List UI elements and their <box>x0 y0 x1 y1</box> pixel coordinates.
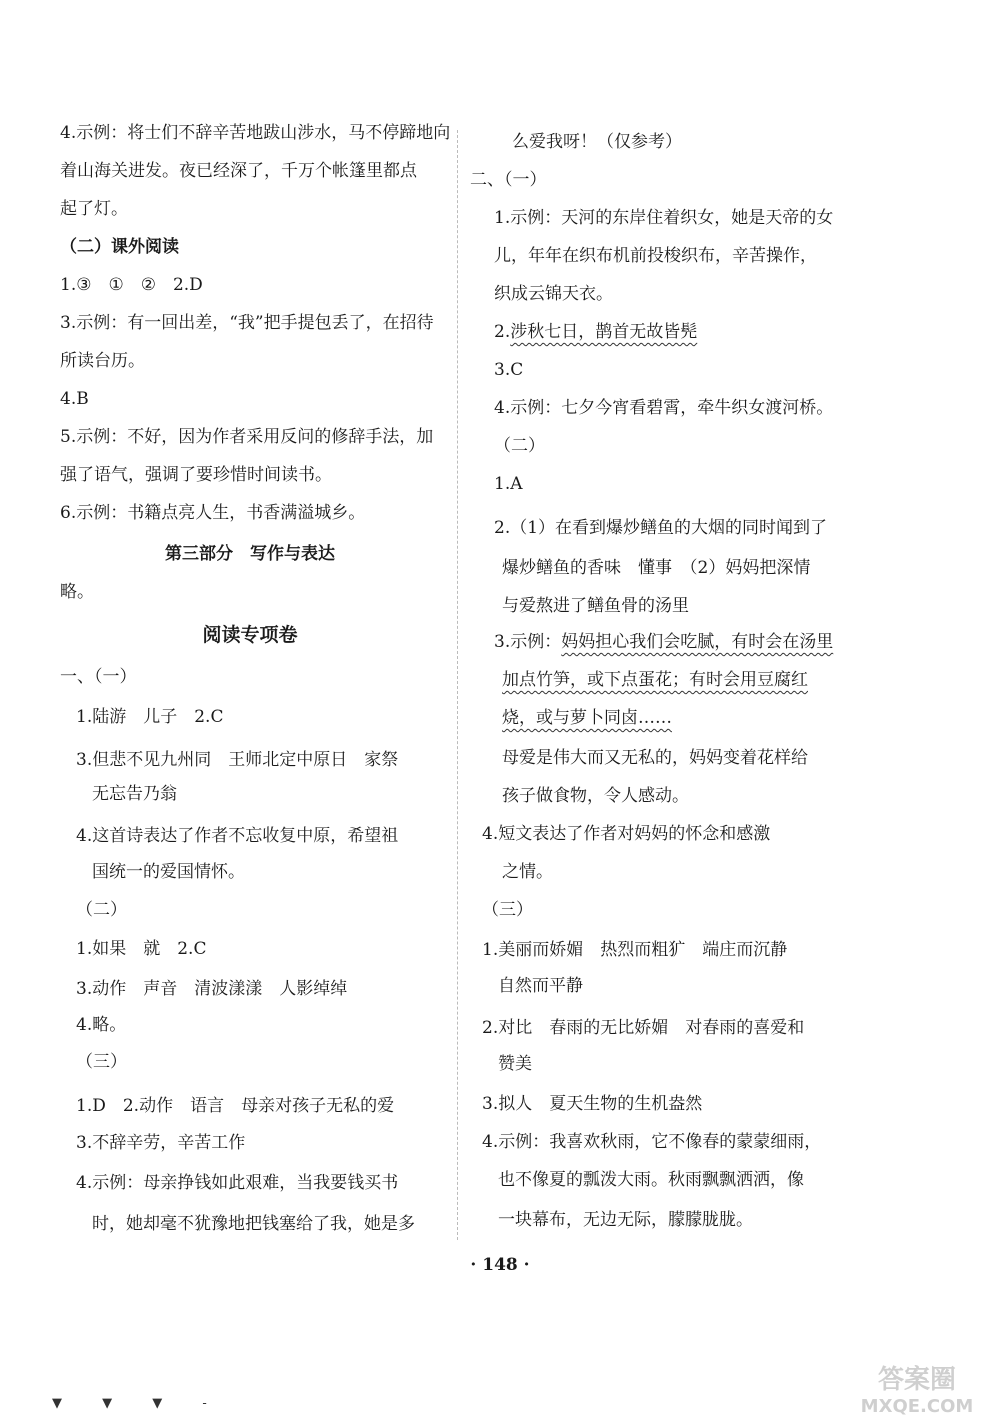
wavy-underlined-text: 涉秋七日，鹊首无故皆髡 <box>510 322 698 342</box>
left-line: 一、（一） <box>60 667 137 687</box>
right-line: 自然而平静 <box>498 976 583 996</box>
left-line: 强了语气，强调了要珍惜时间读书。 <box>60 465 332 485</box>
right-line <box>494 630 833 654</box>
left-line: 无忘告乃翁 <box>92 784 177 804</box>
left-line: 3.但悲不见九州同 王师北定中原日 家祭 <box>76 750 399 770</box>
left-line: 时，她却毫不犹豫地把钱塞给了我，她是多 <box>92 1214 415 1234</box>
wavy-underlined-text: 烧，或与萝卜同卤…… <box>502 708 672 728</box>
watermark-url: MXQE.COM <box>860 1396 974 1417</box>
right-line: 么爱我呀！（仅参考） <box>512 132 682 152</box>
right-line: 一块幕布，无边无际，朦朦胧胧。 <box>498 1210 753 1230</box>
left-line: 4.B <box>60 389 89 409</box>
watermark-text: 答案圈 <box>877 1365 957 1395</box>
left-line: 4.示例：母亲挣钱如此艰难，当我要钱买书 <box>76 1173 399 1193</box>
left-line: 国统一的爱国情怀。 <box>92 862 245 882</box>
page-number: · 148 · <box>470 1255 530 1275</box>
left-line: 1.③ ① ② 2.D <box>60 275 203 295</box>
right-line: 之情。 <box>502 862 553 882</box>
right-line: 也不像夏的瓢泼大雨。秋雨飘飘洒洒，像 <box>498 1170 804 1190</box>
left-line: 1.如果 就 2.C <box>76 939 207 959</box>
left-line: 3.不辞辛劳，辛苦工作 <box>76 1133 246 1153</box>
left-line: 6.示例：书籍点亮人生，书香满溢城乡。 <box>60 503 366 523</box>
left-line: 所读台历。 <box>60 351 145 371</box>
right-line: 与爱熬进了鳝鱼骨的汤里 <box>502 596 689 616</box>
bottom-marks: ▼ ▼ ▼ - <box>52 1396 225 1411</box>
left-line: 4.这首诗表达了作者不忘收复中原，希望祖 <box>76 826 399 846</box>
item-number: 3.示例： <box>494 632 562 652</box>
right-line: 2.对比 春雨的无比娇媚 对春雨的喜爱和 <box>482 1018 805 1038</box>
right-line: 织成云锦天衣。 <box>494 284 613 304</box>
right-line: 爆炒鳝鱼的香味 懂事 （2）妈妈把深情 <box>502 558 811 578</box>
right-line: 4.示例：我喜欢秋雨，它不像春的蒙蒙细雨， <box>482 1132 822 1152</box>
left-line: （三） <box>76 1052 127 1072</box>
right-line: 3.拟人 夏天生物的生机盎然 <box>482 1094 703 1114</box>
right-line: （三） <box>482 900 533 920</box>
left-line: （二） <box>76 900 127 920</box>
right-line: 1.美丽而娇媚 热烈而粗犷 端庄而沉静 <box>482 940 788 960</box>
left-line: 起了灯。 <box>60 199 128 219</box>
right-line: 3.C <box>494 360 524 380</box>
section-title: 阅读专项卷 <box>202 624 298 646</box>
left-line: 4.示例：将士们不辞辛苦地跋山涉水，马不停蹄地向 <box>60 123 451 143</box>
right-line: 1.A <box>494 474 523 494</box>
section-heading: （二）课外阅读 <box>60 237 179 257</box>
left-line: 3.动作 声音 清波漾漾 人影绰绰 <box>76 979 348 999</box>
right-line <box>494 320 697 344</box>
right-line: 1.示例：天河的东岸住着织女，她是天帝的女 <box>494 208 834 228</box>
left-line: 1.D 2.动作 语言 母亲对孩子无私的爱 <box>76 1096 395 1116</box>
right-line: 4.示例：七夕今宵看碧霄，牵牛织女渡河桥。 <box>494 398 834 418</box>
right-line: 孩子做食物，令人感动。 <box>502 786 689 806</box>
right-line: 2.（1）在看到爆炒鳝鱼的大烟的同时闻到了 <box>494 518 828 538</box>
left-line: 略。 <box>60 582 94 602</box>
right-line: 儿，年年在织布机前投梭织布，辛苦操作， <box>494 246 817 266</box>
part-heading: 第三部分 写作与表达 <box>165 544 335 564</box>
right-line: 母爱是伟大而又无私的，妈妈变着花样给 <box>502 748 808 768</box>
left-line: 4.略。 <box>76 1015 127 1035</box>
right-line: 4.短文表达了作者对妈妈的怀念和感激 <box>482 824 771 844</box>
right-line: 二、（一） <box>470 170 547 190</box>
left-line: 1.陆游 儿子 2.C <box>76 707 224 727</box>
right-line: 赞美 <box>498 1054 532 1074</box>
wavy-underlined-text: 妈妈担心我们会吃腻，有时会在汤里 <box>561 632 834 652</box>
watermark-logo <box>842 1358 992 1418</box>
column-divider <box>457 130 458 1240</box>
left-line: 着山海关进发。夜已经深了，千万个帐篷里都点 <box>60 161 417 181</box>
left-line: 3.示例：有一回出差，“我”把手提包丢了，在招待 <box>60 313 434 333</box>
wavy-underlined-text: 加点竹笋，或下点蛋花；有时会用豆腐红 <box>502 670 808 690</box>
left-line: 5.示例：不好，因为作者采用反问的修辞手法，加 <box>60 427 434 447</box>
right-line: （二） <box>494 436 545 456</box>
item-number: 2. <box>494 322 511 342</box>
